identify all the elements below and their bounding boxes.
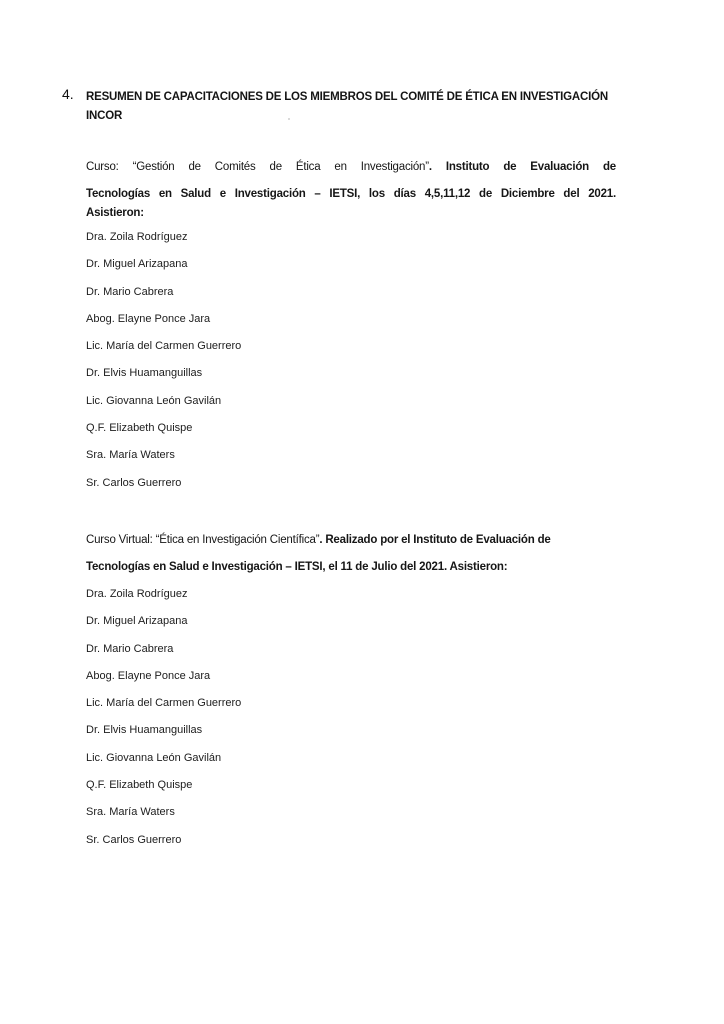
course-title: “Gestión de Comités de Ética en Investigación” xyxy=(132,161,429,173)
attendee-item: Lic. María del Carmen Guerrero xyxy=(86,697,242,710)
course-description-line-2: Tecnologías en Salud e Investigación – IETSI, el 11 de Julio del 2021. Asistieron: xyxy=(86,561,508,573)
attendee-item: Dra. Zoila Rodríguez xyxy=(86,231,188,243)
course-block-1 xyxy=(86,154,616,497)
attendee-item: Abog. Elayne Ponce Jara xyxy=(86,312,211,325)
course-prefix: Curso: xyxy=(86,161,133,173)
course-description xyxy=(86,527,616,581)
attendee-item: Sr. Carlos Guerrero xyxy=(86,476,182,489)
course-description-rest: . Realizado por el Instituto de Evaluación de xyxy=(319,534,551,546)
attendee-item: Dra. Zoila Rodríguez xyxy=(86,588,188,600)
course-prefix: Curso Virtual: xyxy=(86,534,156,546)
course-description xyxy=(86,154,616,220)
attendee-item: Q.F. Elizabeth Quispe xyxy=(86,422,193,435)
attendee-item: Q.F. Elizabeth Quispe xyxy=(86,779,193,792)
course-description-rest: . Instituto de Evaluación de xyxy=(428,161,616,173)
course-description-line-1 xyxy=(86,527,616,554)
attendee-item: Dr. Mario Cabrera xyxy=(86,642,174,655)
attendee-item: Dr. Miguel Arizapana xyxy=(86,258,188,271)
attendee-item: Dr. Elvis Huamanguillas xyxy=(86,367,203,380)
section-number: 4. xyxy=(62,86,74,102)
attendee-item: Dr. Mario Cabrera xyxy=(86,285,174,298)
attendee-item: Dr. Miguel Arizapana xyxy=(86,615,188,628)
attendee-list xyxy=(86,581,616,854)
attendee-item: Abog. Elayne Ponce Jara xyxy=(86,669,211,682)
attendee-item: Lic. Giovanna León Gavilán xyxy=(86,394,222,407)
course-description-line-3: Asistieron: xyxy=(86,207,144,219)
attendee-item: Sr. Carlos Guerrero xyxy=(86,833,182,846)
attendee-item: Sra. María Waters xyxy=(86,449,175,462)
course-title: “Ética en Investigación Científica” xyxy=(155,534,320,546)
attendee-item: Lic. Giovanna León Gavilán xyxy=(86,751,222,764)
attendee-item: Sra. María Waters xyxy=(86,806,175,819)
course-description-line-2: Tecnologías en Salud e Investigación – IETSI, los días 4,5,11,12 de Diciembre del 2021. xyxy=(86,188,616,200)
attendee-list xyxy=(86,224,616,497)
section-title: RESUMEN DE CAPACITACIONES DE LOS MIEMBROS DEL COMITÉ DE ÉTICA EN INVESTIGACIÓN INCOR xyxy=(86,91,608,122)
attendee-item: Lic. María del Carmen Guerrero xyxy=(86,340,242,353)
course-description-line-1 xyxy=(86,154,616,181)
course-block-2 xyxy=(86,527,616,854)
attendee-item: Dr. Elvis Huamanguillas xyxy=(86,724,203,737)
